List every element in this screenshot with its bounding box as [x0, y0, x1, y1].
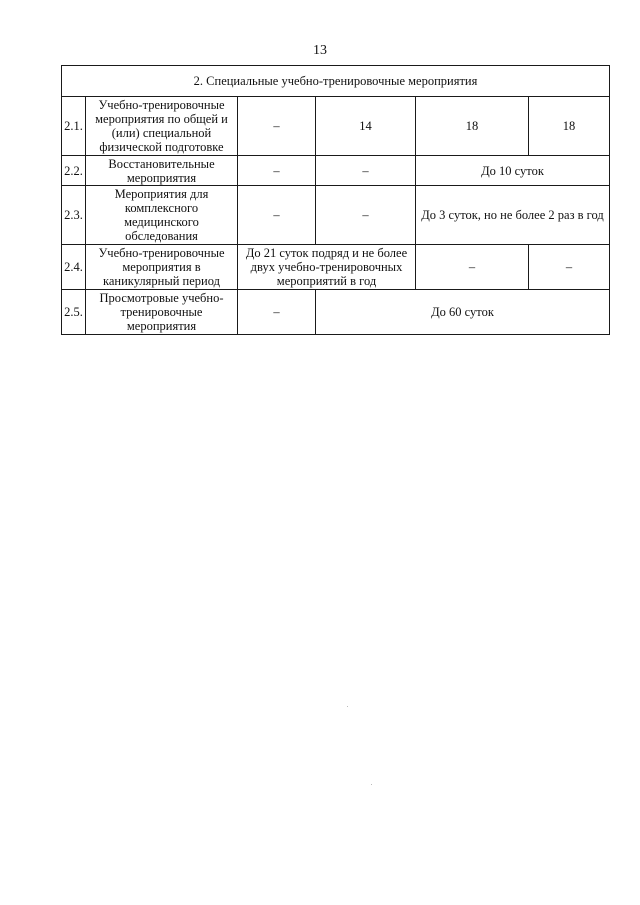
table-cell: – [238, 290, 316, 335]
merged-cell: До 3 суток, но не более 2 раз в год [416, 186, 610, 245]
event-name: Просмотровые учебно-тренировочные мероприятия [86, 290, 238, 335]
event-name: Мероприятия для комплексного медицинского обследования [86, 186, 238, 245]
row-number: 2.3. [62, 186, 86, 245]
row-number: 2.4. [62, 245, 86, 290]
event-name: Учебно-тренировочные мероприятия в каникулярный период [86, 245, 238, 290]
row-number: 2.1. [62, 97, 86, 156]
training-events-table [61, 65, 610, 335]
table-cell: – [238, 156, 316, 186]
table-cell: – [316, 186, 416, 245]
event-name: Учебно-тренировочные мероприятия по общей и (или) специальной физической подготовке [86, 97, 238, 156]
table-cell: – [238, 97, 316, 156]
section-header-row [62, 66, 610, 97]
table-row [62, 245, 610, 290]
table-row [62, 186, 610, 245]
row-number: 2.5. [62, 290, 86, 335]
table-row [62, 156, 610, 186]
table-row [62, 290, 610, 335]
event-name: Восстановительные мероприятия [86, 156, 238, 186]
merged-cell: До 10 суток [416, 156, 610, 186]
merged-cell: До 60 суток [316, 290, 610, 335]
table-cell: – [316, 156, 416, 186]
table-cell: – [529, 245, 610, 290]
table-cell: 14 [316, 97, 416, 156]
table-cell: 18 [529, 97, 610, 156]
scan-speck [371, 784, 372, 785]
table-row [62, 97, 610, 156]
table-cell: 18 [416, 97, 529, 156]
scan-speck [347, 706, 348, 707]
merged-cell: До 21 суток подряд и не более двух учебно-тренировочных мероприятий в год [238, 245, 416, 290]
page-number: 13 [313, 43, 327, 58]
table-cell: – [416, 245, 529, 290]
table-cell: – [238, 186, 316, 245]
row-number: 2.2. [62, 156, 86, 186]
section-title: 2. Специальные учебно-тренировочные мероприятия [62, 66, 610, 97]
